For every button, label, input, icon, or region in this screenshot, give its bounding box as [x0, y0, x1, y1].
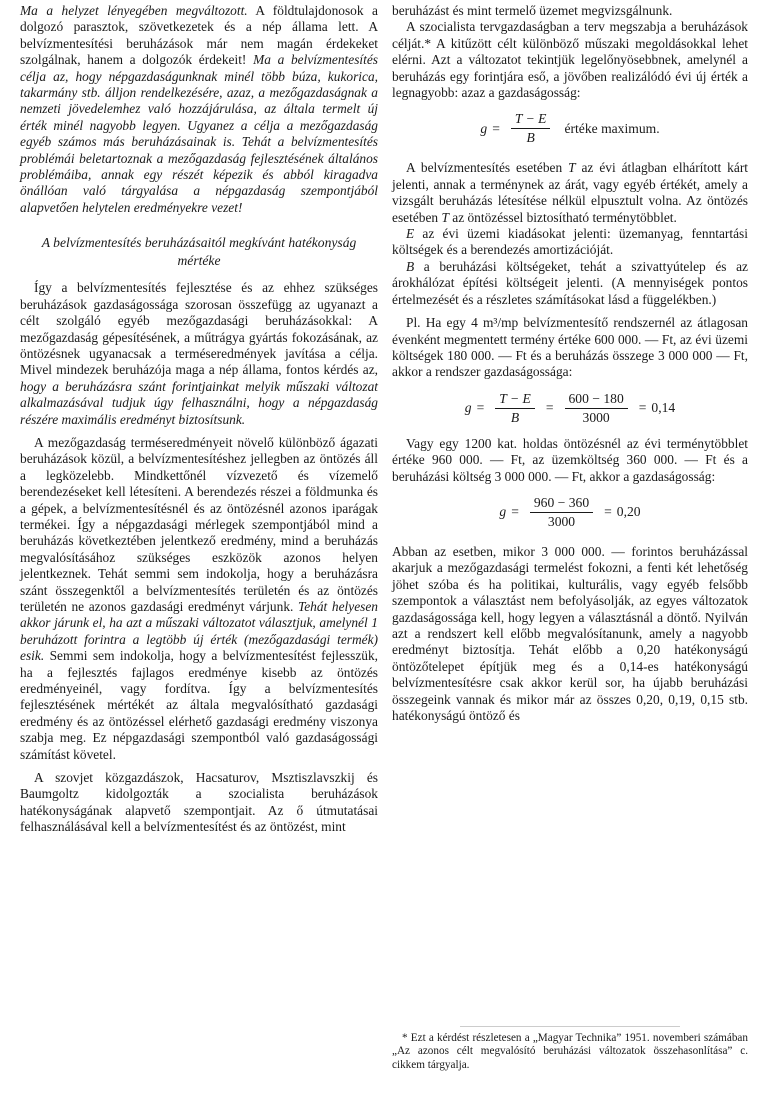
right-column: [392, 3, 748, 724]
formula-g: g: [499, 504, 507, 520]
paragraph-planning: A szocialista tervgazdaságban a terv megszabja a beruházások célját.* A kitűzött célt különböző műszaki megoldásokkal lehet elérni. Azt a változatot tekintjük legelőnyösebbnek, amelynél a beruházás egy forintjára eső, a jövőben realizálódó évi új érték a legnagyobb: azaz a gazdaságosság:: [392, 19, 748, 101]
t-symbol-2: T: [441, 209, 449, 225]
fraction-numeric: [530, 495, 593, 530]
intro-emphasis-a: Ma a helyzet lényegében megváltozott.: [20, 3, 248, 18]
paragraph-t-definition: [392, 160, 748, 226]
paragraph-soviet: A szovjet közgazdászok, Hacsaturov, Msztiszlavszkij és Baumgoltz kidolgozták a szocialista beruházások hatékonyságának alapvető szempontjait. Az ő útmutatásai felhasználásával kell a belvízmentesítést és az öntözést, mint: [20, 770, 378, 835]
left-column: [20, 3, 378, 836]
formula-equals: =: [511, 504, 519, 520]
intro-emphasis-b: Ma a belvízmentesítés célja az, hogy népgazdaságunknak minél több búza, kukorica, takarmány stb. álljon rendelkezésére, azaz, a mezőgazdaságnak a nemzeti jövedelemhez való hozzájárulása, az általa termelt új érték minél nagyobb legyen. Ugyanez a célja a mezőgazdaság egyéb számos más beruházásainak is. Tehát a belvízmentesítés problémái beletartoznak a mezőgazdaság fejlesztésének általános problémáiba, annak egy részét képezik és abból kiragadva önállóan való tárgyalása a népgazdaság szempontjából alapvetően helytelen eredményekre vezet!: [20, 52, 378, 215]
formula-result: 0,14: [651, 400, 676, 416]
e-symbol: E: [406, 226, 415, 242]
paragraph-continued: beruházást és mint termelő üzemet megvizsgálnunk.: [392, 3, 673, 18]
paragraph-b-definition: [392, 259, 748, 308]
fraction-denominator: 3000: [547, 513, 576, 529]
formula-efficiency: [392, 111, 748, 146]
paragraph-intro: [20, 3, 378, 216]
formula-caption: értéke maximum.: [564, 120, 660, 136]
t-def-text-a: A belvízmentesítés esetében: [406, 160, 569, 176]
fraction-numerator: 960 − 360: [530, 495, 593, 513]
fraction-numerator: T − E: [495, 391, 535, 409]
fraction-numerator: 600 − 180: [565, 391, 628, 409]
fraction-denominator: B: [510, 409, 520, 425]
footnote-divider: [460, 1026, 680, 1027]
formula-equals: =: [545, 400, 554, 416]
formula-example-1: [392, 391, 748, 426]
paragraph-irrigation: [20, 435, 378, 763]
e-def-text: az évi üzemi kiadásokat jelenti: üzemanyag, fenntartási költségek és a berendezés amortizációját.: [392, 226, 748, 258]
fraction-symbolic: [495, 391, 535, 426]
section-heading: A belvízmentesítés beruházásaitól megkívánt hatékonyság mértéke: [41, 235, 357, 269]
formula-example-2: [392, 495, 748, 530]
t-def-text-b: az évi átlagban elhárított kárt jelenti, annak a terménynek az árát, vagy egyéb értékét, amely a vizsgált beruházás létesítése nélkül elpusztult volna. Az öntözés esetében: [392, 160, 749, 225]
irrigation-text-a: A mezőgazdaság terméseredményeit növelő különböző ágazati beruházások közül, a belvízmentesítéshez jellegben az öntözés áll a legközelebb. Mindkettőnél vízvezető és vízemelő berendezéseket kell létesíteni. A berendezés részei a földmunka és a gépek, a belvízmentesítésnél és az öntözésnél azonos iparágak termékei. Így a népgazdasági mérlegek szempontjából mind a beruházás következtében jelentkező eredmény, mind a beruházás megvalósításához szükséges eszközök azonos helyen jelentkeznek. Tehát semmi sem indokolja, hogy a beruházásra szánt összegenktől a belvízmentesítés területén és az öntözés területén ne azonos gazdasági eredményt várjunk.: [20, 434, 378, 614]
paragraph-conclusion: Abban az esetben, mikor 3 000 000. — forintos beruházással akarjuk a mezőgazdasági termelést fokozni, a fenti két lehetőség jöhet szóba és ha politikai, kulturális, vagy egyéb felsőbb szempontok a választást nem befolyásolják, az egyes változatok gazdaságossága kell, hogy legyen a választásnál a döntő. Nyilván azt a rendszert kell előbb megvalósítanunk, amely a nagyobb eredményt biztosítja. Tehát előbb a 0,20 hatékonyságú öntözőtelepet építjük meg és a 0,14-es hatékonyságú belvízmentesítésre csak akkor kerül sor, ha újabb beruházási összegeink vannak és mikor már az összes 0,20, 0,19, 0,15 stb. hatékonyságú öntöző és: [392, 543, 748, 723]
formula-equals: =: [604, 504, 612, 520]
irrigation-emphasis: Tehát helyesen akkor járunk el, ha azt a műszaki változatot választjuk, amelynél 1 beruházott forintra a legtöbb új érték (mezőgazdasági termék) esik.: [20, 599, 378, 664]
investment-emphasis: hogy a beruházásra szánt forintjainkat melyik műszaki változat alkalmazásával tudjuk úgy felhasználni, hogy a népgazdaság részére maximális eredményt biztosítsunk.: [20, 378, 378, 427]
fraction-numeric: [565, 391, 628, 426]
formula-equals: =: [638, 400, 647, 416]
formula-equals: =: [492, 120, 500, 136]
paragraph-investment: [20, 280, 378, 428]
fraction-denominator: 3000: [582, 409, 610, 425]
t-def-text-c: az öntözéssel biztosítható terménytöbblet.: [448, 209, 677, 225]
paragraph-e-definition: [392, 226, 748, 259]
t-symbol: T: [568, 160, 576, 176]
investment-text: Így a belvízmentesítés fejlesztése és az ehhez szükséges beruházások gazdaságossága szorosan összefügg az ugyanazt a célt szolgáló egyéb mezőgazdasági beruházásokkal: A mezőgazdaság gépesítésének, a műtrágya gyártás fokozásának, az öntözésnek ugyanacsak a terméseredmények javítása a célja. Mivel mindezek beruházója maga a nép állama, fontos kérdés az,: [20, 280, 378, 378]
irrigation-text-b: Semmi sem indokolja, hogy a belvízmentesítést fejlesszük, ha a fejlesztés fajlagos eredménye kisebb az öntözés eredményeinél, vagy fordítva. Így a belvízmentesítés fejlesztésének mértékét az általa megvalósítható gazdasági eredmény és az öntözéssel elérhető gazdasági eredmény viszonya szabja meg. Ez népgazdasági szempontból való gazdaságossági számítást követel.: [20, 648, 378, 762]
paragraph-example-2: Vagy egy 1200 kat. holdas öntözésnél az évi terménytöbblet értéke 960 000. — Ft, az üzemköltség 360 000. — Ft és a beruházási költség 3 000 000. — Ft, akkor a gazdaságosság:: [392, 435, 748, 484]
formula-result: 0,20: [616, 504, 641, 520]
b-def-text: a beruházási költségeket, tehát a szivattyútelep és az árokhálózat építési költségeit jelenti. (A mennyiségek pontos értelmezését és a részletes számításokat lásd a függelékben.): [392, 258, 748, 307]
fraction: [511, 111, 551, 146]
paragraph-example-1: Pl. Ha egy 4 m³/mp belvízmentesítő rendszernél az átlagosan évenként megmentett termény értéke 600 000. — Ft, az évi üzemi költségek 180 000. — Ft és a beruházás összege 3 000 000 — Ft, akkor a rendszer gazdaságossága:: [392, 315, 748, 380]
b-symbol: B: [406, 258, 415, 274]
fraction-numerator: T − E: [511, 111, 551, 129]
intro-text: A földtulajdonosok a dolgozó parasztok, szövetkezetek és a nép állama lett. A belvízmentesítési beruházások már nem magán érdekeket szolgálnak, hanem a dolgozók érdekeit!: [20, 3, 378, 68]
formula-g: g: [464, 400, 472, 416]
footnote: * Ezt a kérdést részletesen a „Magyar Technika” 1951. novemberi számában „Az azonos célt megvalósító beruházási változatok összehasonlítása” c. cikkem tárgyalja.: [392, 1032, 748, 1071]
fraction-denominator: B: [526, 130, 535, 146]
formula-equals: =: [476, 400, 485, 416]
formula-g: g: [480, 120, 488, 136]
